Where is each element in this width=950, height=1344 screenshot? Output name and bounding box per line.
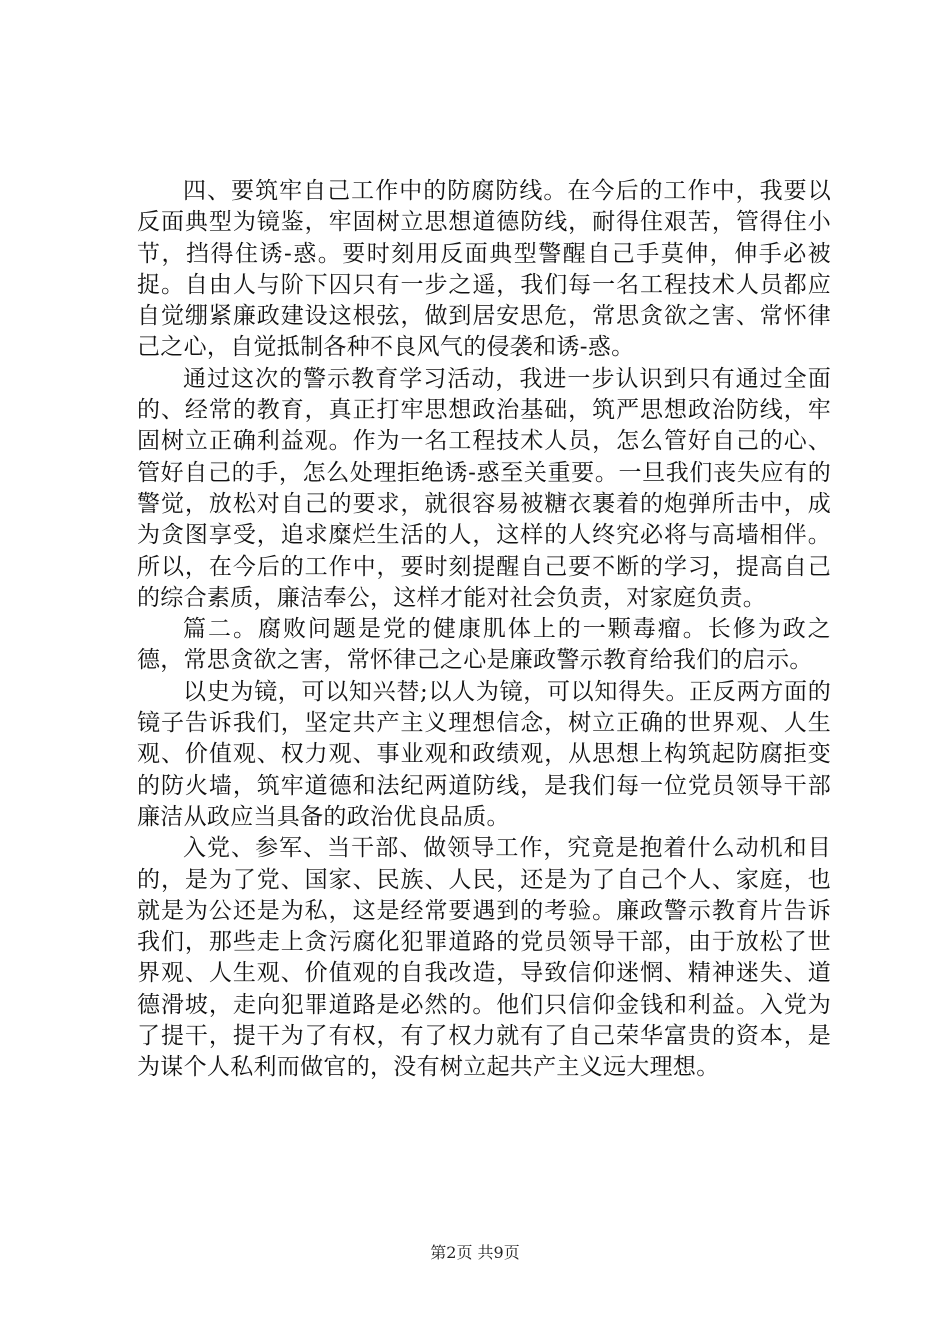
paragraph-history-mirror: 以史为镜，可以知兴替;以人为镜，可以知得失。正反两方面的镜子告诉我们，坚定共产主义理想信念，树立正确的世界观、人生观、价值观、权力观、事业观和政绩观，从思想上构筑起防腐拒变的防火墙，筑牢道德和法纪两道防线，是我们每一位党员领导干部廉洁从政应当具备的政治优良品质。	[137, 678, 831, 830]
page-number-footer: 第2页 共9页	[430, 1243, 520, 1262]
paragraph-warning-education: 通过这次的警示教育学习活动，我进一步认识到只有通过全面的、经常的教育，真正打牢思想政治基础，筑严思想政治防线，牢固树立正确利益观。作为一名工程技术人员，怎么管好自己的心、管好自己的手，怎么处理拒绝诱-惑至关重要。一旦我们丧失应有的警觉，放松对自己的要求，就很容易被糖衣裹着的炮弹所击中，成为贪图享受，追求糜烂生活的人，这样的人终究必将与高墙相伴。所以，在今后的工作中，要时刻提醒自己要不断的学习，提高自己的综合素质，廉洁奉公，这样才能对社会负责，对家庭负责。	[137, 365, 831, 611]
document-body	[137, 176, 831, 1084]
paragraph-party-motivation: 入党、参军、当干部、做领导工作，究竟是抱着什么动机和目的，是为了党、国家、民族、人民，还是为了自己个人、家庭，也就是为公还是为私，这是经常要遇到的考验。廉政警示教育片告诉我们，那些走上贪污腐化犯罪道路的党员领导干部，由于放松了世界观、人生观、价值观的自我改造，导致信仰迷惘、精神迷失、道德滑坡，走向犯罪道路是必然的。他们只信仰金钱和利益。入党为了提干，提干为了有权，有了权力就有了自己荣华富贵的资本，是为谋个人私利而做官的，没有树立起共产主义远大理想。	[137, 835, 831, 1081]
paragraph-anti-corruption-line: 四、要筑牢自己工作中的防腐防线。在今后的工作中，我要以反面典型为镜鉴，牢固树立思想道德防线，耐得住艰苦，管得住小节，挡得住诱-惑。要时刻用反面典型警醒自己手莫伸，伸手必被捉。自由人与阶下囚只有一步之遥，我们每一名工程技术人员都应自觉绷紧廉政建设这根弦，做到居安思危，常思贪欲之害、常怀律己之心，自觉抵制各种不良风气的侵袭和诱-惑。	[137, 178, 831, 361]
paragraph-part-two-intro: 篇二。腐败问题是党的健康肌体上的一颗毒瘤。长修为政之德，常思贪欲之害，常怀律己之心是廉政警示教育给我们的启示。	[137, 616, 831, 674]
